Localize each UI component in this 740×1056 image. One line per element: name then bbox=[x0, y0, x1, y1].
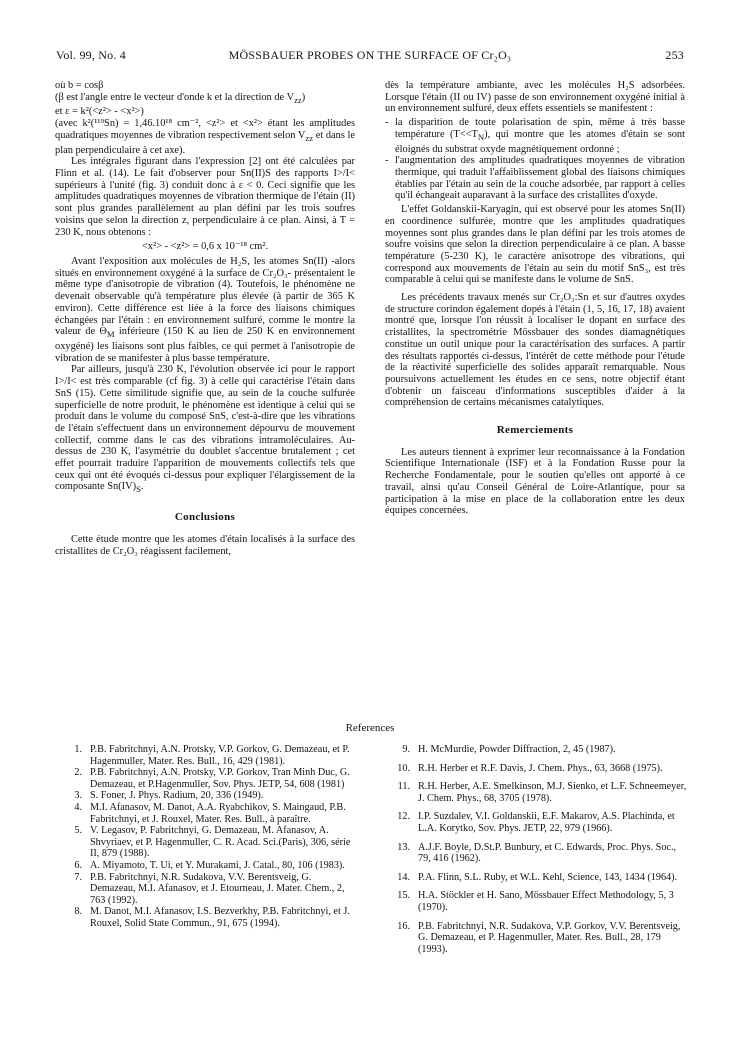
paragraph: où b = cosβ bbox=[55, 80, 104, 91]
paragraph: Cette étude montre que les atomes d'étain localisés à la surface des cristallites de Cr₂O₃ réagissent facilement, bbox=[55, 533, 355, 557]
reference-item bbox=[60, 802, 358, 825]
reference-number: 7. bbox=[74, 871, 82, 883]
reference-text: M. Danot, M.I. Afanasov, I.S. Bezverkhy, P.B. Fabritchnyi, et J. Rouxel, Solid State Commun., 91, 675 (1994). bbox=[90, 906, 350, 929]
references-left-list bbox=[60, 744, 358, 930]
list-item: - l'augmentation des amplitudes quadratiques moyennes de vibration thermique, qui traduit l'affaiblissement global des liaisons chimiques établies par l'étain au sein de la couche adsorbée, par rapport à celles qu'il échangeait auparavant à la surface des cristallites d'oxyde. bbox=[385, 155, 685, 202]
reference-number: 3. bbox=[74, 790, 82, 802]
section-title-remerciements: Remerciements bbox=[496, 424, 574, 437]
reference-number: 2. bbox=[74, 767, 82, 779]
reference-item bbox=[60, 825, 358, 860]
reference-number: 1. bbox=[74, 744, 82, 755]
page-number: 253 bbox=[665, 48, 684, 62]
references-title: References bbox=[345, 722, 395, 734]
reference-item bbox=[60, 790, 358, 802]
reference-item bbox=[388, 921, 688, 956]
reference-text: P.A. Flinn, S.L. Ruby, et W.L. Kehl, Science, 143, 1434 (1964). bbox=[418, 871, 678, 883]
paragraph: Les auteurs tiennent à exprimer leur reconnaissance à la Fondation Scientifique Internationale (ISF) et à la Fondation Russe pour la Recherche Fondamentale, pour le soutien qu'elles ont apporté à ce travail, ainsi qu'au Conseil Général de Loire-Atlantique, pour sa participation à la mise en place de la collaboration entre les deux équipes concernées. bbox=[385, 446, 685, 517]
list-item: - la disparition de toute polarisation de spin, même à très basse température $(T<<T_N)$, qui montre que les atomes d'étain se sont éloignés du substrat oxyde magnétiquement ordonné ; bbox=[385, 117, 685, 155]
reference-number: 16. bbox=[397, 920, 410, 932]
reference-text: R.H. Herber, A.E. Smelkinson, M.J. Sienko, et L.F. Schneemeyer, J. Chem. Phys., 68, 3705 (1978). bbox=[418, 781, 687, 804]
reference-item bbox=[388, 842, 688, 865]
reference-number: 13. bbox=[397, 841, 410, 853]
reference-number: 15. bbox=[397, 890, 410, 902]
reference-number: 8. bbox=[74, 906, 82, 918]
reference-number: 9. bbox=[402, 744, 410, 755]
reference-text: H. McMurdie, Powder Diffraction, 2, 45 (1987). bbox=[418, 744, 616, 755]
reference-number: 10. bbox=[397, 762, 410, 774]
reference-text: P.B. Fabritchnyi, N.R. Sudakova, V.P. Gorkov, V.V. Berentsveig, G. Demazeau, et P. Hagenmuller, Mater. Res. Bull., 28, 179 (1993). bbox=[418, 920, 681, 955]
reference-item bbox=[60, 860, 358, 872]
reference-text: H.A. Stöckler et H. Sano, Mössbauer Effect Methodology, 5, 3 (1970). bbox=[418, 890, 674, 913]
paragraph: Les précédents travaux menés sur Cr₂O₃:Sn et sur d'autres oxydes de structure corindon également dopés à l'étain (1, 5, 16, 17, 18) avaient montré que, lorsque l'on réussit à localiser le dopant en surface des cristallites, la spectrométrie Mössbauer des sondes diamagnétiques constitue un outil unique pour la caractérisation des surfaces. A partir des résultats rapportés ci-dessus, l'intérêt de cette méthode pour l'étude de la réactivité superficielle des solides apparaît remarquable. Nous poursuivons actuellement les études en ce sens, notre objectif étant d'obtenir un faisceau d'informations susceptibles d'aider à la compréhension de certains mécanismes catalytiques. bbox=[385, 292, 685, 409]
reference-number: 6. bbox=[74, 859, 82, 871]
volume-issue: Vol. 99, No. 4 bbox=[56, 48, 126, 62]
reference-item bbox=[60, 872, 358, 907]
paragraph: L'effet Goldanskii-Karyagin, qui est observé pour les atomes Sn(II) en coordinence sulfurée, montre que les amplitudes quadratiques moyennes sont plus grandes dans le plan défini par les trois atomes de soufre voisins que selon la direction perpendiculaire à ce plan. A basse température (5-230 K), le caractère anisotrope des vibrations, qui correspond aux mouvements de l'étain au sein du motif SnS₃, est très comparable à celui qui se manifeste dans le volume de SnS. bbox=[385, 204, 685, 286]
references-right-list bbox=[388, 744, 688, 962]
reference-number: 14. bbox=[397, 871, 410, 883]
right-column bbox=[385, 80, 685, 517]
running-head bbox=[56, 48, 684, 66]
reference-text: P.B. Fabritchnyi, A.N. Protsky, V.P. Gorkov, Tran Minh Duc, G. Demazeau, et P.Hagenmuller, Sov. Phys. JETP, 54, 608 (1981) bbox=[90, 767, 350, 790]
left-column bbox=[55, 80, 355, 557]
reference-text: P.B. Fabritchnyi, N.R. Sudakova, V.V. Berentsveig, G. Demazeau, M.I. Afanasov, et J. Etourneau, J. Mater. Chem., 2, 763 (1992). bbox=[90, 871, 345, 906]
reference-number: 11. bbox=[397, 781, 410, 793]
reference-text: I.P. Suzdalev, V.I. Goldanskii, E.F. Makarov, A.S. Plachinda, et L.A. Korytko, Sov. Phys. JETP, 22, 979 (1966). bbox=[418, 811, 675, 834]
reference-text: M.I. Afanasov, M. Danot, A.A. Ryabchikov, S. Maingaud, P.B. Fabritchnyi, et J. Rouxel, Mater. Res. Bull., à paraître. bbox=[90, 801, 346, 825]
reference-text: R.H. Herber et R.F. Davis, J. Chem. Phys., 63, 3668 (1975). bbox=[418, 762, 663, 774]
effects-list bbox=[385, 117, 685, 202]
reference-item bbox=[388, 763, 688, 775]
paragraph: et ε = k²(<z²> - <x²>) bbox=[55, 106, 144, 118]
reference-item bbox=[388, 744, 688, 756]
reference-item bbox=[388, 872, 688, 884]
reference-text: A.J.F. Boyle, D.St.P. Bunbury, et C. Edwards, Proc. Phys. Soc., 79, 416 (1962). bbox=[418, 841, 677, 865]
paragraph: Les intégrales figurant dans l'expression [2] ont été calculées par Flinn et al. (14). Le fait d'observer pour Sn(II)S des rapports I>/I< supérieurs à l'unité (fig. 3) conduit donc à ε < 0. Ceci signifie que les amplitudes quadratiques moyennes de vibration thermique de l'étain (II) sont plus grandes parallèlement au plan défini par les trois soufres voisins que selon la direction z, perpendiculaire à ce plan. Ainsi, à T = 230 K, nous obtenons : bbox=[55, 156, 355, 238]
paragraph: Par ailleurs, jusqu'à 230 K, l'évolution observée ici pour le rapport I>/I< est très comparable (cf fig. 3) à celle qui caractérise l'étain dans SnS (15). Cette similitude signifie que, au sein de la couche sulfurée superficielle de notre produit, le phénomène est identique à celui qui se produit dans le volume du composé SnS, c'est-à-dire que les vibrations de l'étain s'effectuent dans un environnement dépourvu de mouvement collectif, comme dans le cas des vibrations intramoléculaires. Au-dessus de 230 K, l'asymétrie du doublet s'accentue brutalement ; cet effet pourrait traduire l'apparition de mouvements collectifs tels que ceux qui ont été évoqués ci-dessus pour expliquer l'élargissement de la composante $Sn(IV)_S$. bbox=[55, 364, 355, 495]
reference-text: P.B. Fabritchnyi, A.N. Protsky, V.P. Gorkov, G. Demazeau, et P. Hagenmuller, Mater. Res. Bull., 16, 429 (1981). bbox=[90, 744, 350, 767]
reference-item bbox=[60, 906, 358, 929]
reference-text: A. Miyamoto, T. Ui, et Y. Murakami, J. Catal., 80, 106 (1983). bbox=[90, 859, 345, 871]
reference-number: 4. bbox=[74, 801, 82, 813]
section-title-conclusions: Conclusions bbox=[174, 511, 236, 524]
reference-item bbox=[388, 811, 688, 834]
reference-item bbox=[60, 744, 358, 767]
paragraph: Avant l'exposition aux molécules de H₂S, les atomes Sn(II) -alors situés en environnement oxygéné à la surface de Cr₂O₃- présentaient le même type d'anisotropie de vibration (4). Toutefois, le phénomène ne devenait observable qu'à température plus élevée (à partir de 365 K environ). Cette différence est liée à la force des liaisons chimiques échangées par l'étain : en environnement sulfuré, comme le montre la valeur de $\Theta_M$ inférieure (150 K au lieu de 250 K en environnement oxygéné) les liaisons sont plus faibles, ce qui permet à l'anisotropie de vibration de se manifester à plus basse température. bbox=[55, 256, 355, 364]
reference-item bbox=[388, 890, 688, 913]
reference-item bbox=[388, 781, 688, 804]
paragraph: dès la température ambiante, avec les molécules H₂S adsorbées. Lorsque l'étain (II ou IV) passe de son environnement oxygéné initial à un environnement sulfuré, deux effets essentiels se manifestent : bbox=[385, 80, 685, 115]
equation: <x²> - <z²> = 0,6 x 10⁻¹⁸ cm². bbox=[141, 241, 269, 253]
running-title: MÖSSBAUER PROBES ON THE SURFACE OF Cr₂O₃ bbox=[228, 48, 512, 62]
reference-number: 5. bbox=[74, 825, 82, 837]
reference-text: V. Legasov, P. Fabritchnyi, G. Demazeau, M. Afanasov, A. Shvyriaev, et P. Hagenmuller, C. R. Acad. Sci.(Paris), 306, série II, 879 (1988). bbox=[90, 825, 351, 860]
reference-item bbox=[60, 767, 358, 790]
paragraph: (β est l'angle entre le vecteur d'onde k et la direction de $V_{zz}$) bbox=[55, 91, 306, 105]
reference-number: 12. bbox=[397, 811, 410, 823]
reference-text: S. Foner, J. Phys. Radium, 20, 336 (1949). bbox=[90, 790, 264, 802]
paragraph: (avec k²(¹¹⁹Sn) = 1,46.10¹⁸ cm⁻², <z²> et <x²> étant les amplitudes quadratiques moyennes de vibration respectivement selon $V_{zz}$ et dans le plan perpendiculaire à cet axe). bbox=[55, 118, 355, 156]
